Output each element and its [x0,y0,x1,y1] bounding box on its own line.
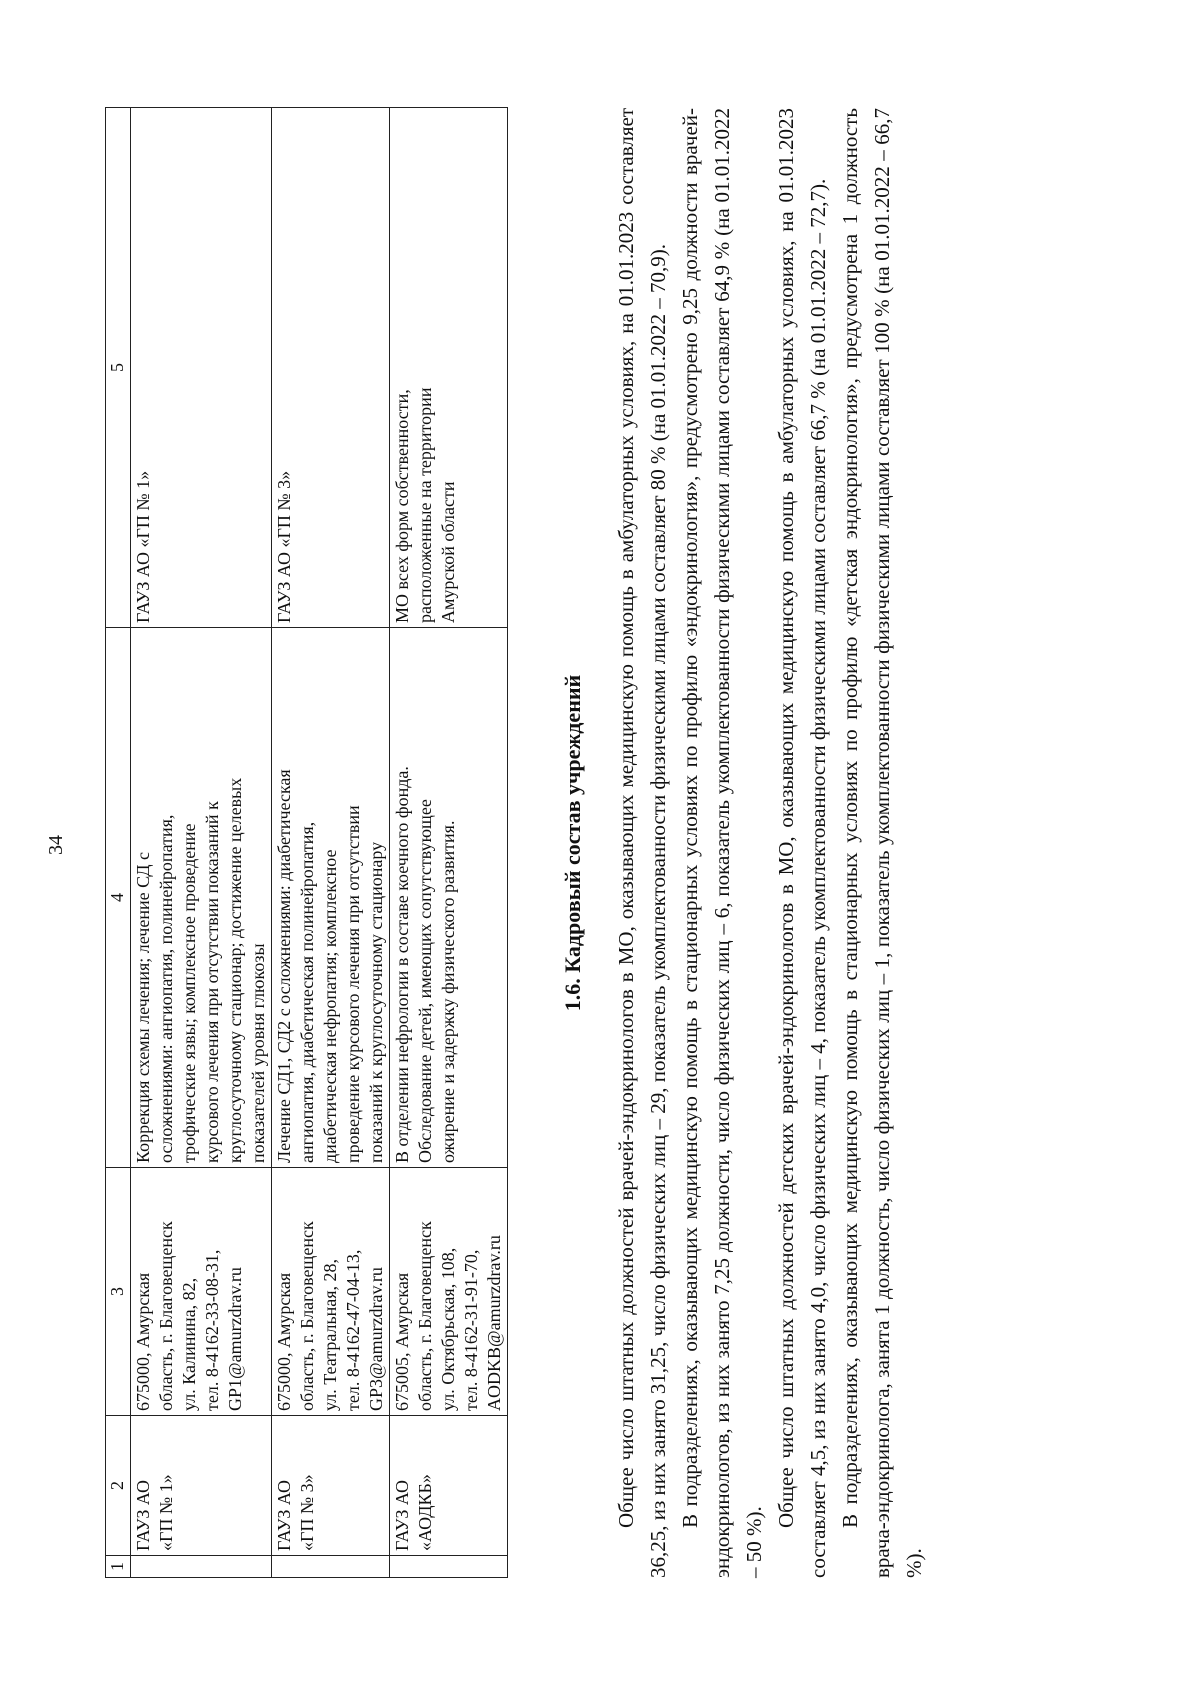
cell-line: «ГП № 3» [297,1474,317,1551]
cell-institution [131,1416,272,1556]
cell-line: тел. 8-4162-31-91-70, [461,1249,481,1411]
cell-attached [272,108,390,628]
cell-line: трофические язвы; комплексное проведение [179,823,199,1163]
cell-line: ГАУЗ АО [274,1480,294,1551]
cell-line: круглосуточному стационар; достижение целевых [225,777,245,1163]
cell-line: тел. 8-4162-47-04-13, [343,1249,363,1411]
column-number-cell: 5 [106,108,131,628]
cell-address [272,1168,390,1416]
table-header-row [106,108,131,1578]
cell-line: 675005, Амурская [392,1272,412,1411]
cell-line: «АОДКБ» [415,1474,435,1551]
cell-line: показаний к круглосуточному стационару [366,841,386,1163]
cell-line: 675000, Амурская [274,1272,294,1411]
cell-line: В отделении нефрологии в составе коечного фонда. [392,766,412,1163]
cell-line: Коррекция схемы лечения; лечение СД с [133,852,153,1163]
column-number-cell: 3 [106,1168,131,1416]
cell-services [272,628,390,1168]
cell-line: AODKB@amurzdrav.ru [484,1235,504,1411]
cell-line: ул. Октябрьская, 108, [438,1247,458,1411]
facilities-table [105,107,508,1578]
column-number-cell: 2 [106,1416,131,1556]
cell-address [390,1168,508,1416]
cell-line: «ГП № 1» [156,1474,176,1551]
cell-line: ГАУЗ АО [392,1480,412,1551]
cell-line: диабетическая нефропатия; комплексное [320,849,340,1163]
cell-line: расположенные на территории [415,387,435,623]
paragraph: В подразделениях, оказывающих медицинскую помощь в стационарных условиях по профилю «эндокринология», предусмотрено 9,25 должности врачей-эндокринологов, из них занято 7,25 должности, число физических лиц – 6, показатель укомплектованности физическими лицами составляет 64,9 % (на 01.01.2022 – 50 %). [678,108,766,1578]
cell-line: ГАУЗ АО «ГП № 1» [133,470,153,623]
rotated-page-content [45,108,1105,1578]
cell-line: показателей уровня глюкозы [248,943,268,1163]
cell-line: ожирение и задержку физического развития. [438,820,458,1163]
table-row [390,108,508,1578]
cell-line: ул. Калинина, 82, [179,1277,199,1411]
cell-line: проведение курсового лечения при отсутствии [343,805,363,1163]
cell-col1 [131,1556,272,1578]
cell-line: область, г. Благовещенск [156,1221,176,1411]
column-number-cell: 1 [106,1556,131,1578]
column-number-cell: 4 [106,628,131,1168]
section-title: 1.6. Кадровый состав учреждений [560,674,585,1012]
cell-institution [390,1416,508,1556]
cell-line: ГАУЗ АО [133,1480,153,1551]
paragraph: В подразделениях, оказывающих медицинскую помощь в стационарных условиях по профилю «детская эндокринология», предусмотрена 1 должность врача-эндокринолога, занята 1 должность, число физических лиц – 1, показатель укомплектованности физическими лицами составляет 100 % (на 01.01.2022 – 66,7 %). [838,108,926,1578]
cell-institution [272,1416,390,1556]
body-text [610,108,930,1578]
cell-line: Амурской области [438,481,458,623]
cell-line: область, г. Благовещенск [297,1221,317,1411]
cell-line: Обследование детей, имеющих сопутствующее [415,799,435,1163]
cell-line: осложнениями: ангиопатия, полинейропатия, [156,814,176,1163]
cell-attached [390,108,508,628]
cell-line: 675000, Амурская [133,1272,153,1411]
page-number: 34 [45,835,67,855]
cell-line: МО всех форм собственности, [392,389,412,623]
cell-line: ГАУЗ АО «ГП № 3» [274,470,294,623]
cell-line: тел. 8-4162-33-08-31, [202,1249,222,1411]
cell-line: ул. Театральная, 28, [320,1258,340,1411]
paragraph: Общее число штатных должностей врачей-эндокринологов в МО, оказывающих медицинскую помощь в амбулаторных условиях, на 01.01.2023 составляет 36,25, из них занято 31,25, число физических лиц – 29, показатель укомплектованности физическими лицами составляет 80 % (на 01.01.2022 – 70,9). [614,108,670,1578]
cell-line: GP3@amurzdrav.ru [366,1267,386,1411]
table-row [131,108,272,1578]
cell-address [131,1168,272,1416]
cell-line: GP1@amurzdrav.ru [225,1267,245,1411]
cell-col1 [390,1556,508,1578]
cell-col1 [272,1556,390,1578]
cell-attached [131,108,272,628]
table-row [272,108,390,1578]
cell-services [390,628,508,1168]
cell-line: ангиопатия, диабетическая полинейропатия, [297,821,317,1163]
paragraph: Общее число штатных должностей детских врачей-эндокринологов в МО, оказывающих медицинскую помощь в амбулаторных условиях, на 01.01.2023 составляет 4,5, из них занято 4,0, число физических лиц – 4, показатель укомплектованности физическими лицами составляет 66,7 % (на 01.01.2022 – 72,7). [774,108,830,1578]
cell-services [131,628,272,1168]
cell-line: курсового лечения при отсутствии показаний к [202,801,222,1163]
cell-line: область, г. Благовещенск [415,1221,435,1411]
cell-line: Лечение СД1, СД2 с осложнениями: диабетическая [274,769,294,1163]
